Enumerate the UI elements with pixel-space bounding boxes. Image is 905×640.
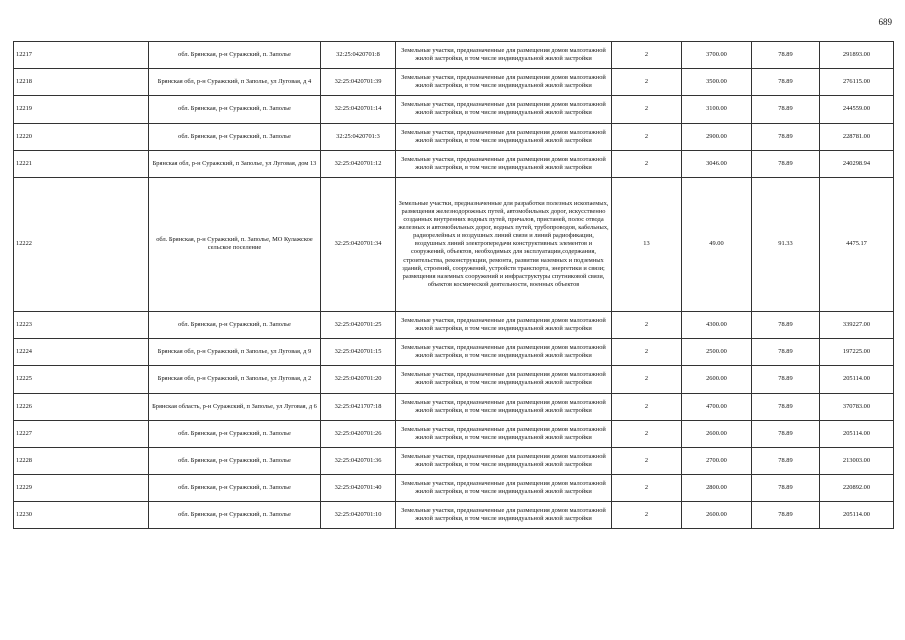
row-number: 12227 xyxy=(14,420,149,447)
land-use-type: Земельные участки, предназначенные для разработки полезных ископаемых, размещения железнодорожных путей, автомобильных дорог, искусственно созданных внутренних водных путей, причалов, пристаней, полос отвода железных и автомобильных дорог, водных путей, трубопроводов, кабельных, радиорелейных и воздушных линий связи и линий радиофикации, воздушных линий электропередачи конструктивных элементов и сооружений, объектов, необходимых для эксплуатации,содержания, строительства, реконструкции, ремонта, развития наземных и подземных зданий, строений, сооружений, устройств транспорта, энергетики и связи; размещения наземных сооружений и инфраструктуры спутниковой связи, объектов космической деятельности, военных объектов xyxy=(396,177,612,311)
area: 2600.00 xyxy=(682,502,752,529)
specific-value: 78.89 xyxy=(752,311,820,338)
land-use-type: Земельные участки, предназначенные для размещения домов малоэтажной жилой застройки, в том числе индивидуальной жилой застройки xyxy=(396,96,612,123)
cadastral-value: 205114.00 xyxy=(820,420,894,447)
specific-value: 78.89 xyxy=(752,447,820,474)
location-address: Брянская обл, р-н Суражский, п Заполье, ул Луговая, д 9 xyxy=(149,339,321,366)
use-group: 2 xyxy=(612,150,682,177)
land-use-type: Земельные участки, предназначенные для размещения домов малоэтажной жилой застройки, в том числе индивидуальной жилой застройки xyxy=(396,123,612,150)
area: 2600.00 xyxy=(682,366,752,393)
use-group: 2 xyxy=(612,475,682,502)
table-row xyxy=(14,502,894,529)
land-use-type: Земельные участки, предназначенные для размещения домов малоэтажной жилой застройки, в том числе индивидуальной жилой застройки xyxy=(396,420,612,447)
row-number: 12230 xyxy=(14,502,149,529)
location-address: обл. Брянская, р-н Суражский, п. Заполье xyxy=(149,502,321,529)
table-row xyxy=(14,69,894,96)
row-number: 12221 xyxy=(14,150,149,177)
row-number: 12225 xyxy=(14,366,149,393)
table-row xyxy=(14,150,894,177)
use-group: 2 xyxy=(612,311,682,338)
specific-value: 78.89 xyxy=(752,96,820,123)
cadastral-value: 276115.00 xyxy=(820,69,894,96)
table-row xyxy=(14,420,894,447)
specific-value: 78.89 xyxy=(752,42,820,69)
location-address: обл. Брянская, р-н Суражский, п. Заполье xyxy=(149,475,321,502)
area: 4700.00 xyxy=(682,393,752,420)
area: 3046.00 xyxy=(682,150,752,177)
area: 2500.00 xyxy=(682,339,752,366)
cadastral-number: 32:25:0420701:15 xyxy=(321,339,396,366)
use-group: 13 xyxy=(612,177,682,311)
table-row xyxy=(14,42,894,69)
cadastral-number: 32:25:0420701:10 xyxy=(321,502,396,529)
use-group: 2 xyxy=(612,96,682,123)
specific-value: 78.89 xyxy=(752,502,820,529)
row-number: 12223 xyxy=(14,311,149,338)
use-group: 2 xyxy=(612,502,682,529)
location-address: обл. Брянская, р-н Суражский, п. Заполье, МО Кулажское сельское поселение xyxy=(149,177,321,311)
location-address: Брянская область, р-н Суражский, п Заполье, ул Луговая, д 6 xyxy=(149,393,321,420)
cadastral-number: 32:25:0420701:8 xyxy=(321,42,396,69)
specific-value: 78.89 xyxy=(752,123,820,150)
location-address: Брянская обл, р-н Суражский, п Заполье, ул Луговая, д 2 xyxy=(149,366,321,393)
table-row xyxy=(14,393,894,420)
cadastral-number: 32:25:0420701:39 xyxy=(321,69,396,96)
specific-value: 91.33 xyxy=(752,177,820,311)
land-use-type: Земельные участки, предназначенные для размещения домов малоэтажной жилой застройки, в том числе индивидуальной жилой застройки xyxy=(396,150,612,177)
location-address: Брянская обл, р-н Суражский, п Заполье, ул Луговая, дом 13 xyxy=(149,150,321,177)
area: 2900.00 xyxy=(682,123,752,150)
area: 3500.00 xyxy=(682,69,752,96)
land-use-type: Земельные участки, предназначенные для размещения домов малоэтажной жилой застройки, в том числе индивидуальной жилой застройки xyxy=(396,339,612,366)
table-body xyxy=(14,42,894,529)
specific-value: 78.89 xyxy=(752,339,820,366)
cadastral-value: 205114.00 xyxy=(820,366,894,393)
cadastral-value-table xyxy=(13,41,894,529)
table-row xyxy=(14,366,894,393)
cadastral-value: 197225.00 xyxy=(820,339,894,366)
area: 4300.00 xyxy=(682,311,752,338)
use-group: 2 xyxy=(612,42,682,69)
location-address: обл. Брянская, р-н Суражский, п. Заполье xyxy=(149,447,321,474)
land-use-type: Земельные участки, предназначенные для размещения домов малоэтажной жилой застройки, в том числе индивидуальной жилой застройки xyxy=(396,475,612,502)
row-number: 12228 xyxy=(14,447,149,474)
cadastral-value: 220892.00 xyxy=(820,475,894,502)
use-group: 2 xyxy=(612,69,682,96)
table-row xyxy=(14,311,894,338)
area: 2700.00 xyxy=(682,447,752,474)
land-use-type: Земельные участки, предназначенные для размещения домов малоэтажной жилой застройки, в том числе индивидуальной жилой застройки xyxy=(396,393,612,420)
row-number: 12229 xyxy=(14,475,149,502)
area: 3100.00 xyxy=(682,96,752,123)
cadastral-number: 32:25:0420701:12 xyxy=(321,150,396,177)
use-group: 2 xyxy=(612,123,682,150)
location-address: обл. Брянская, р-н Суражский, п. Заполье xyxy=(149,311,321,338)
cadastral-number: 32:25:0420701:20 xyxy=(321,366,396,393)
land-use-type: Земельные участки, предназначенные для размещения домов малоэтажной жилой застройки, в том числе индивидуальной жилой застройки xyxy=(396,447,612,474)
cadastral-number: 32:25:0420701:3 xyxy=(321,123,396,150)
use-group: 2 xyxy=(612,393,682,420)
row-number: 12226 xyxy=(14,393,149,420)
cadastral-number: 32:25:0420701:34 xyxy=(321,177,396,311)
area: 2800.00 xyxy=(682,475,752,502)
area: 49.00 xyxy=(682,177,752,311)
area: 2600.00 xyxy=(682,420,752,447)
table-row xyxy=(14,339,894,366)
use-group: 2 xyxy=(612,447,682,474)
specific-value: 78.89 xyxy=(752,366,820,393)
cadastral-number: 32:25:0420701:25 xyxy=(321,311,396,338)
land-use-type: Земельные участки, предназначенные для размещения домов малоэтажной жилой застройки, в том числе индивидуальной жилой застройки xyxy=(396,366,612,393)
row-number: 12222 xyxy=(14,177,149,311)
specific-value: 78.89 xyxy=(752,150,820,177)
cadastral-number: 32:25:0420701:14 xyxy=(321,96,396,123)
row-number: 12219 xyxy=(14,96,149,123)
row-number: 12218 xyxy=(14,69,149,96)
cadastral-value: 213003.00 xyxy=(820,447,894,474)
land-use-type: Земельные участки, предназначенные для размещения домов малоэтажной жилой застройки, в том числе индивидуальной жилой застройки xyxy=(396,69,612,96)
use-group: 2 xyxy=(612,420,682,447)
row-number: 12217 xyxy=(14,42,149,69)
table-row xyxy=(14,475,894,502)
row-number: 12220 xyxy=(14,123,149,150)
location-address: обл. Брянская, р-н Суражский, п. Заполье xyxy=(149,42,321,69)
location-address: обл. Брянская, р-н Суражский, п. Заполье xyxy=(149,123,321,150)
cadastral-value: 370783.00 xyxy=(820,393,894,420)
cadastral-number: 32:25:0420701:26 xyxy=(321,420,396,447)
page-number: 689 xyxy=(878,17,892,27)
row-number: 12224 xyxy=(14,339,149,366)
area: 3700.00 xyxy=(682,42,752,69)
cadastral-value: 291893.00 xyxy=(820,42,894,69)
use-group: 2 xyxy=(612,366,682,393)
location-address: обл. Брянская, р-н Суражский, п. Заполье xyxy=(149,96,321,123)
use-group: 2 xyxy=(612,339,682,366)
cadastral-value: 240298.94 xyxy=(820,150,894,177)
specific-value: 78.89 xyxy=(752,475,820,502)
cadastral-number: 32:25:0420701:36 xyxy=(321,447,396,474)
cadastral-number: 32:25:0420701:40 xyxy=(321,475,396,502)
land-use-type: Земельные участки, предназначенные для размещения домов малоэтажной жилой застройки, в том числе индивидуальной жилой застройки xyxy=(396,502,612,529)
table-row xyxy=(14,123,894,150)
cadastral-value: 339227.00 xyxy=(820,311,894,338)
location-address: Брянская обл, р-н Суражский, п Заполье, ул Луговая, д 4 xyxy=(149,69,321,96)
table-row xyxy=(14,177,894,311)
cadastral-number: 32:25:0421707:18 xyxy=(321,393,396,420)
specific-value: 78.89 xyxy=(752,69,820,96)
land-use-type: Земельные участки, предназначенные для размещения домов малоэтажной жилой застройки, в том числе индивидуальной жилой застройки xyxy=(396,42,612,69)
location-address: обл. Брянская, р-н Суражский, п. Заполье xyxy=(149,420,321,447)
specific-value: 78.89 xyxy=(752,393,820,420)
table-row xyxy=(14,96,894,123)
cadastral-value: 244559.00 xyxy=(820,96,894,123)
table-row xyxy=(14,447,894,474)
cadastral-value: 228781.00 xyxy=(820,123,894,150)
land-use-type: Земельные участки, предназначенные для размещения домов малоэтажной жилой застройки, в том числе индивидуальной жилой застройки xyxy=(396,311,612,338)
cadastral-value: 205114.00 xyxy=(820,502,894,529)
specific-value: 78.89 xyxy=(752,420,820,447)
cadastral-value: 4475.17 xyxy=(820,177,894,311)
